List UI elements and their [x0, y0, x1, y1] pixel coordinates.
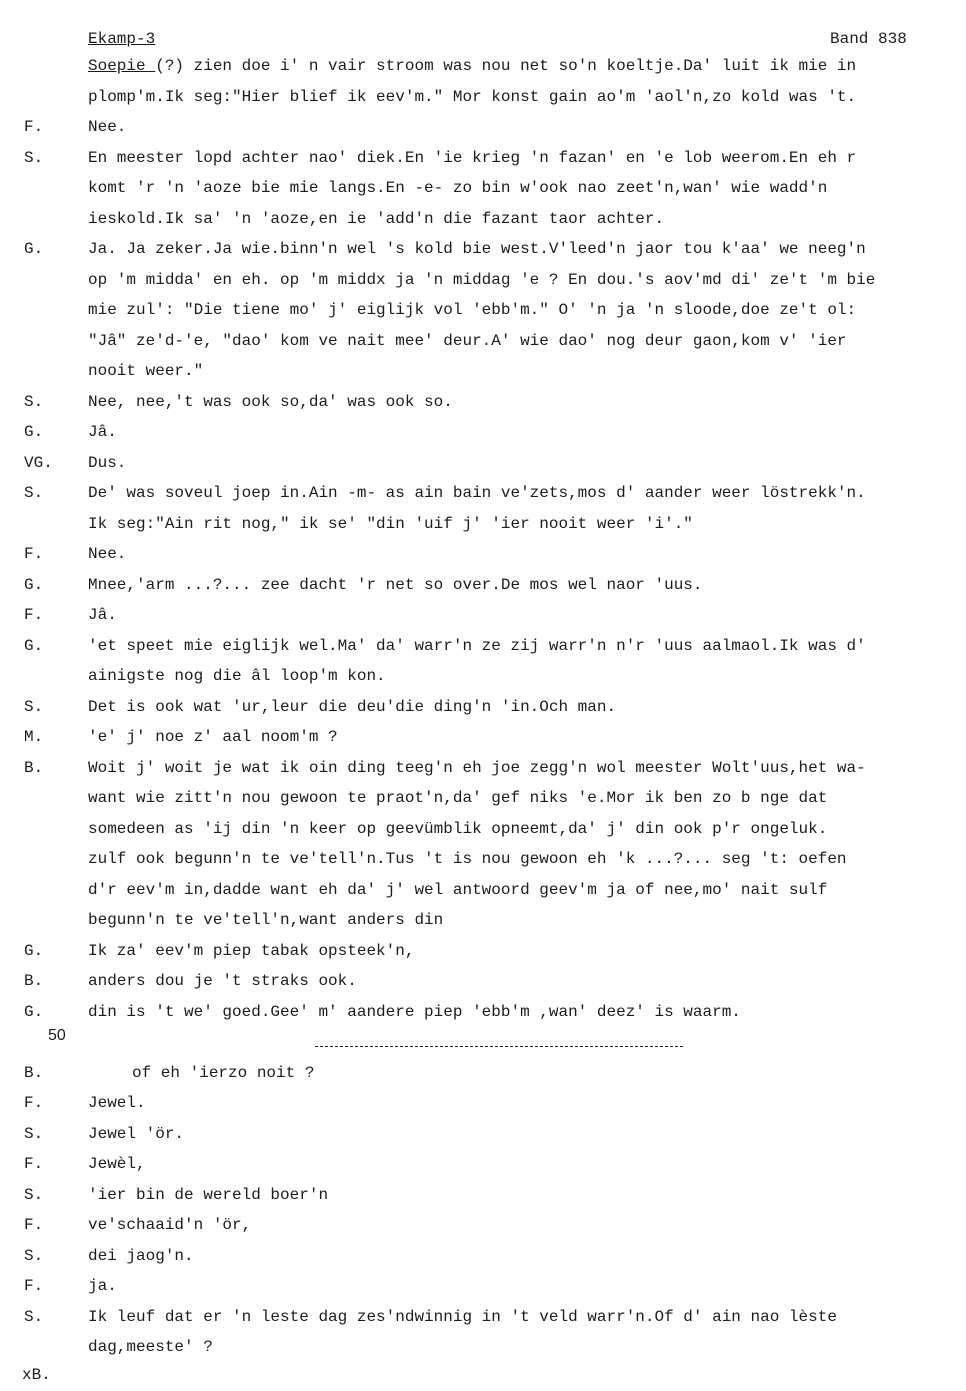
utterance-text: komt 'r 'n 'aoze bie mie langs.En -e- zo bin w'ook nao zeet'n,wan' wie wadd'n: [88, 179, 828, 197]
transcript-line: [0, 667, 966, 697]
utterance-text: Det is ook wat 'ur,leur die deu'die ding'n 'in.Och man.: [88, 697, 617, 716]
transcript-line: [0, 454, 966, 484]
utterance-text: Dus.: [88, 453, 127, 472]
transcript-line: [0, 88, 966, 118]
utterance-text: Ja. Ja zeker.Ja wie.binn'n wel 's kold bie west.V'leed'n jaor tou k'aa' we neeg'n: [88, 240, 866, 258]
utterance-text: Nee.: [88, 545, 127, 563]
speaker-label: S.: [24, 1124, 44, 1143]
underlined-speaker-name: Soepie: [88, 57, 156, 75]
transcript-line: [0, 515, 966, 545]
utterance-text: plomp'm.Ik seg:"Hier blief ik eev'm." Mor konst gain ao'm 'aol'n,zo kold was 't.: [88, 87, 857, 106]
speaker-label: G.: [24, 1002, 44, 1021]
utterance-text: Jâ.: [88, 423, 117, 441]
transcript-line: [0, 1216, 966, 1246]
speaker-label: F.: [24, 545, 44, 563]
speaker-label: G.: [24, 240, 44, 258]
transcript-line: [0, 698, 966, 728]
speaker-label: F.: [24, 1094, 44, 1112]
transcript-line: [0, 728, 966, 758]
transcript-line: [0, 423, 966, 453]
utterance-text: anders dou je 't straks ook.: [88, 972, 357, 990]
transcript-line: [0, 850, 966, 880]
transcript-line: [0, 1247, 966, 1277]
speaker-label: F.: [24, 118, 44, 136]
utterance-text: somedeen as 'ij din 'n keer op geevümblik opneemt,da' j' din ook p'r ongeluk.: [88, 819, 828, 838]
speaker-label: F.: [24, 606, 44, 624]
utterance-text: of eh 'ierzo noit ?: [132, 1063, 315, 1082]
utterance-text: Jewèl,: [88, 1155, 146, 1173]
utterance-text: 'e' j' noe z' aal noom'm ?: [88, 728, 338, 746]
transcript-line: [0, 789, 966, 819]
speaker-label: S.: [24, 1307, 44, 1326]
transcript-line: [0, 484, 966, 514]
speaker-label: VG.: [24, 453, 53, 472]
transcript-line: [0, 606, 966, 636]
transcript-line: [0, 545, 966, 575]
utterance-text: ja.: [88, 1277, 117, 1295]
transcript-line: [0, 759, 966, 789]
transcript-line: [0, 118, 966, 148]
transcript-line: [0, 1338, 966, 1368]
transcript-line: [0, 332, 966, 362]
transcript-line: [0, 271, 966, 301]
utterance-text: Jewel 'ör.: [88, 1124, 185, 1143]
document-header-right: Band 838: [830, 30, 907, 48]
transcript-line: [0, 240, 966, 270]
utterance-text: op 'm midda' en eh. op 'm middx ja 'n middag 'e ? En dou.'s aov'md di' ze't 'm bie: [88, 270, 876, 289]
utterance-text: Ik leuf dat er 'n leste dag zes'ndwinnig in 't veld warr'n.Of d' ain nao lèste: [88, 1307, 837, 1326]
utterance-text: begunn'n te ve'tell'n,want anders din: [88, 911, 444, 929]
utterance-text: ieskold.Ik sa' 'n 'aoze,en ie 'add'n die fazant taor achter.: [88, 209, 665, 228]
utterance-text: nooit weer.": [88, 362, 204, 380]
utterance-text: dag,meeste' ?: [88, 1338, 213, 1356]
transcript-line: [0, 942, 966, 972]
speaker-label: F.: [24, 1155, 44, 1173]
section-divider: [315, 1046, 683, 1047]
speaker-label: B.: [24, 1063, 44, 1082]
transcript-line: [0, 149, 966, 179]
transcript-line: [0, 1064, 966, 1094]
speaker-label: G.: [24, 636, 44, 655]
utterance-text: Ik za' eev'm piep tabak opsteek'n,: [88, 941, 415, 960]
utterance-text: Mnee,'arm ...?... zee dacht 'r net so over.De mos wel naor 'uus.: [88, 575, 703, 594]
utterance-text: "Jâ" ze'd-'e, "dao' kom ve nait mee' deur.A' wie dao' nog deur gaon,kom v' 'ier: [88, 331, 847, 350]
utterance-text: mie zul': "Die tiene mo' j' eiglijk vol 'ebb'm." O' 'n ja 'n sloode,doe ze't ol:: [88, 301, 857, 319]
speaker-label: S.: [24, 697, 44, 716]
utterance-text: [88, 57, 856, 75]
speaker-label: G.: [24, 423, 44, 441]
utterance-text: zulf ook begunn'n te ve'tell'n.Tus 't is nou gewoon eh 'k ...?... seg 't: oefen: [88, 850, 847, 868]
transcript-line: [0, 1033, 966, 1063]
transcript-line: [0, 393, 966, 423]
transcript-line: [0, 881, 966, 911]
speaker-label: B.: [24, 758, 44, 777]
transcript-line: [0, 1003, 966, 1033]
utterance-text: want wie zitt'n nou gewoon te praot'n,da' gef niks 'e.Mor ik ben zo b nge dat: [88, 789, 828, 807]
transcript-line: [0, 1094, 966, 1124]
utterance-text: ve'schaaid'n 'ör,: [88, 1216, 252, 1234]
transcript-line: [0, 576, 966, 606]
utterance-text: Jewel.: [88, 1094, 146, 1112]
transcript-line: [0, 1155, 966, 1185]
transcript-line: [0, 972, 966, 1002]
utterance-text: din is 't we' goed.Gee' m' aandere piep 'ebb'm ,wan' deez' is waarm.: [88, 1002, 741, 1021]
utterance-text: De' was soveul joep in.Ain -m- as ain bain ve'zets,mos d' aander weer löstrekk'n.: [88, 484, 866, 502]
utterance-text: 'et speet mie eiglijk wel.Ma' da' warr'n ze zij warr'n n'r 'uus aalmaol.Ik was d': [88, 636, 866, 655]
transcript-line: [0, 911, 966, 941]
speaker-label: S.: [24, 1246, 44, 1265]
footer-mark: xB.: [22, 1366, 51, 1384]
transcript-line: [0, 179, 966, 209]
speaker-label: S.: [24, 484, 44, 502]
utterance-text: dei jaog'n.: [88, 1246, 194, 1265]
transcript-line: [0, 362, 966, 392]
utterance-text: Woit j' woit je wat ik oin ding teeg'n eh joe zegg'n wol meester Wolt'uus,het wa-: [88, 758, 866, 777]
speaker-label: F.: [24, 1216, 44, 1234]
utterance-rest: (?) zien doe i' n vair stroom was nou net so'n koeltje.Da' luit ik mie in: [155, 57, 857, 75]
utterance-text: Nee.: [88, 118, 127, 136]
page-number: 50: [48, 1027, 66, 1044]
transcript-line: [0, 1308, 966, 1338]
speaker-label: S.: [24, 1185, 44, 1204]
utterance-text: Ik seg:"Ain rit nog," ik se' "din 'uif j' 'ier nooit weer 'i'.": [88, 514, 693, 533]
transcript-line: [0, 820, 966, 850]
speaker-label: S.: [24, 392, 44, 411]
transcript-line: [0, 1186, 966, 1216]
utterance-text: 'ier bin de wereld boer'n: [88, 1185, 329, 1204]
utterance-text: Jâ.: [88, 606, 117, 624]
transcript-line: [0, 301, 966, 331]
transcript-line: [0, 57, 966, 87]
transcript-line: [0, 1125, 966, 1155]
document-header-left: Ekamp-3: [88, 30, 156, 48]
transcript-line: [0, 637, 966, 667]
utterance-text: d'r eev'm in,dadde want eh da' j' wel antwoord geev'm ja of nee,mo' nait sulf: [88, 880, 828, 899]
speaker-label: G.: [24, 575, 44, 594]
transcript-line: [0, 1277, 966, 1307]
speaker-label: F.: [24, 1277, 44, 1295]
utterance-text: ainigste nog die âl loop'm kon.: [88, 667, 386, 685]
speaker-label: M.: [24, 728, 44, 746]
speaker-label: G.: [24, 941, 44, 960]
utterance-text: En meester lopd achter nao' diek.En 'ie krieg 'n fazan' en 'e lob weerom.En eh r: [88, 148, 857, 167]
transcript-line: [0, 210, 966, 240]
utterance-text: Nee, nee,'t was ook so,da' was ook so.: [88, 392, 453, 411]
speaker-label: S.: [24, 148, 44, 167]
speaker-label: B.: [24, 972, 44, 990]
